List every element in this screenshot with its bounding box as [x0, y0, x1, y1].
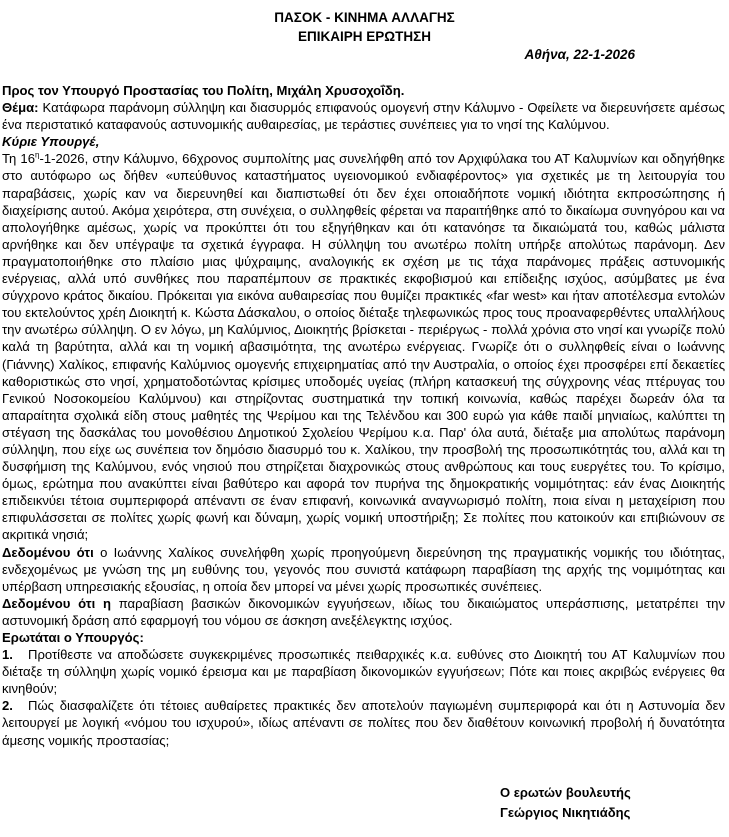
date-prefix: Τη 16 [2, 151, 35, 167]
main-paragraph [2, 150, 725, 543]
given2-label: Δεδομένου ότι η [2, 595, 111, 611]
given1-label: Δεδομένου ότι [2, 544, 94, 560]
question-item [2, 697, 725, 748]
signature-name: Γεώργιος Νικητιάδης [500, 805, 631, 820]
given1-text: ο Ιωάννης Χαλίκος συνελήφθη χωρίς προηγούμενη διερεύνηση της πραγματικής νομικής του ιδιότητας, ενδεχομένως με γνώση της μη ευθύνης του, γεγονός που συνιστά κατάφωρη παραβίαση της αρχής της νομιμότητας και υπέρβαση υπηρεσιακής εξουσίας, η οποία δεν μπορεί να μένει χωρίς προσωπικές συνέπειες. [2, 544, 725, 594]
subject-paragraph [2, 99, 725, 133]
question-item [2, 646, 725, 697]
document-type: ΕΠΙΚΑΙΡΗ ΕΡΩΤΗΣΗ [298, 29, 431, 44]
given-paragraph-1 [2, 544, 725, 595]
given-paragraph-2 [2, 595, 725, 629]
subject-text: Κατάφωρα παράνομη σύλληψη και διασυρμός επιφανούς ομογενή στην Κάλυμνο - Οφείλετε να διερευνήσετε αμέσως ένα περιστατικό καταφανούς αστυνομικής αυθαιρεσίας, με τεράστιες συνέπειες για το νησί της Καλύμνου. [2, 100, 725, 133]
question-text: Πώς διασφαλίζετε ότι τέτοιες αυθαίρετες πρακτικές δεν αποτελούν παγιωμένη συμπεριφορά και ότι η Αστυνομία δεν λειτουργεί με λογική «νόμου του ισχυρού», ιδίως απέναντι σε πολίτες που δεν διαθέτουν κοινωνική προβολή ή δυνατότητα άμεσης νομικής προστασίας; [2, 698, 725, 748]
signature-role: Ο ερωτών βουλευτής [500, 785, 631, 800]
main-text: -1-2026, στην Κάλυμνο, 66χρονος συμπολίτης μας συνελήφθη από τον Αρχιφύλακα του ΑΤ Καλυμνίων και οδηγήθηκε στο αυτόφωρο ως δήθεν «υπεύθυνος καταστήματος υγειονομικού ενδιαφέροντος» για σχετικές με τη λειτουργία του παραβάσεις, χωρίς καν να διερευνηθεί και διαπιστωθεί ότι δεν έχει οποιαδήποτε νομική ιδιότητα εκπροσώπησης ή διαχείρισης αυτού. Ακόμα χειρότερα, στη συνέχεια, ο συλληφθείς φέρεται να παραιτήθηκε από το δικαίωμα συνηγόρου και να απολογήθηκε αμέσως, χωρίς να προκύπτει ότι του εξηγήθηκαν και ότι κατανόησε τα δικαιώματά του, καθώς μάλιστα αρνήθηκε και δεν υπέγραψε τα σχετικά έγγραφα. Η σύλληψη του ανωτέρω πολίτη υπήρξε απολύτως παράνομη. Δεν πραγματοποιήθηκε στο πλαίσιο μιας ψύχραιμης, αναλογικής εκ σχέση με τις τάχα παράνομες πράξεις αστυνομικής ενέργειας, αλλά υπό συνθήκες που παραπέμπουν σε πρακτικές εκφοβισμού και επίδειξης ισχύος, ασύμβατες με ένα σύγχρονο κράτος δικαίου. Πρόκειται για εικόνα αυθαιρεσίας που θυμίζει πρακτικές «far west» και ήταν αποτέλεσμα εντολών του εκτελούντος χρέη Διοικητή κ. Κώστα Δάσκαλου, ο οποίος διέταξε τηλεφωνικώς προς τους προαναφερθέντες υπαλλήλους την ανωτέρω σύλληψη. Ο εν λόγω, μη Καλύμνιος, Διοικητής βρίσκεται - περιέργως - πολλά χρόνια στο νησί και γνωρίζε πολύ καλά τη βαρύτητα, αλλά και τη νομική αβασιμότητα, της ανωτέρω ενέργειας. Γνωρίζε ότι ο συλληφθείς είναι ο Ιωάννης (Γιάννης) Χαλίκος, επιφανής Καλύμνιος ομογενής επιχειρηματίας από την Αυστραλία, ο οποίος έχει προσφέρει επί δεκαετίες καθοριστικώς στο νησί, χρηματοδοτώντας κρίσιμες υποδομές υγείας (πλήρη κατασκευή της σύγχρονης νέας πτέρυγας του Γενικού Νοσοκομείου Καλύμνου) και στηρίζοντας συστηματικά την τοπική κοινωνία, καθώς παρέχει δωρεάν όλα τα απαραίτητα σχολικά είδη στους μαθητές της Ψερίμου και της Τελένδου και 300 ευρώ για κάθε παιδί μηνιαίως, καλύπτει τη στέγαση της δασκάλας του μονοθέσιου Δημοτικού Σχολείου Ψερίμου κ.α. Παρ' όλα αυτά, διέταξε μια απολύτως παράνομη σύλληψη, που είχε ως συνέπεια τον δημόσιο διασυρμό του κ. Χαλίκου, την προσβολή της προσωπικότητάς του, αλλά και τη δυσφήμιση της Καλύμνου, ενός νησιού που στηρίζεται διαχρονικώς στους ανθρώπους και τους ευεργέτες του. Το κρίσιμο, όμως, ερώτημα που ανακύπτει είναι βαθύτερο και αφορά τον πυρήνα της δημοκρατικής νομιμότητας: εάν ένας Διοικητής επιδεικνύει τέτοια συμπεριφορά απέναντι σε έναν επιφανή, κοινωνικά αναγνωρισμό πολίτη, ποια είναι η μεταχείριση που επιφυλάσσεται σε πολίτες χωρίς φωνή και δύναμη, χωρίς νομική υποστήριξη; Σε πολίτες που κατοικούν και επιβιώνουν σε ακριτικά νησιά; [2, 151, 725, 543]
salutation: Κύριε Υπουργέ, [2, 134, 100, 150]
subject-label: Θέμα: [2, 100, 39, 116]
question-text: Προτίθεστε να αποδώσετε συγκεκριμένες προσωπικές πειθαρχικές κ.α. ευθύνες στο Διοικητή του ΑΤ Καλυμνίων που διέταξε τη σύλληψη χωρίς νομικό έρεισμα και με παραβίαση δικονομικών εγγυήσεων; Πότε και ποιες ακριβώς ενέργειες θα κινηθούν; [2, 647, 725, 697]
question-number: 1. [2, 647, 13, 663]
given2-text: παραβίαση βασικών δικονομικών εγγυήσεων, ιδίως του δικαιώματος υπεράσπισης, μετατρέπει την αστυνομική δράση από εφαρμογή του νόμου σε άσκηση ανεξέλεγκτης ισχύος. [2, 595, 725, 628]
question-number: 2. [2, 698, 13, 714]
questions-heading: Ερωτάται ο Υπουργός: [2, 630, 144, 645]
date-superscript: η [35, 151, 40, 161]
party-header: ΠΑΣΟΚ - ΚΙΝΗΜΑ ΑΛΛΑΓΗΣ [274, 10, 455, 25]
addressee: Προς τον Υπουργό Προστασίας του Πολίτη, Μιχάλη Χρυσοχοΐδη. [2, 83, 405, 98]
document-body [2, 82, 725, 749]
document-date: Αθήνα, 22-1-2026 [524, 47, 635, 62]
